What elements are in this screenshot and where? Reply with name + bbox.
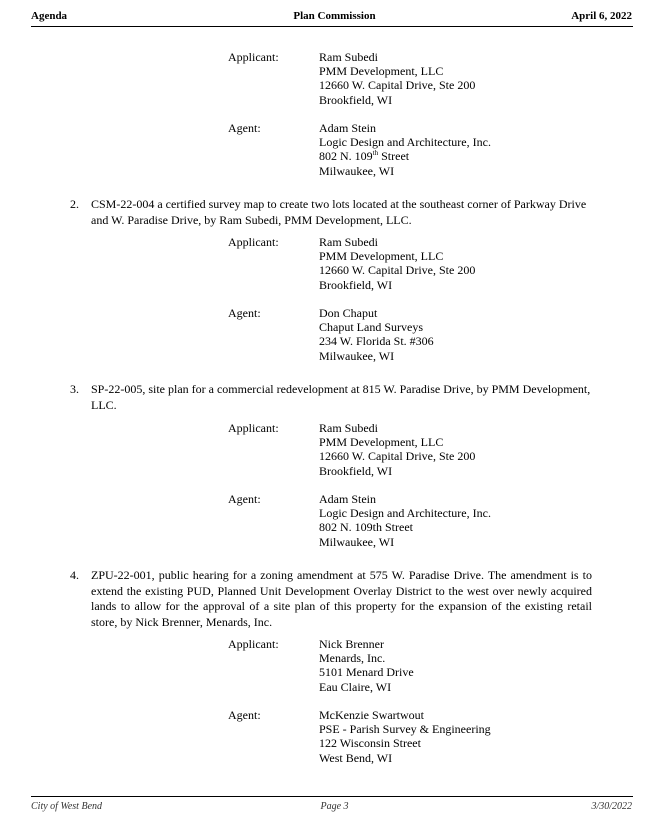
item-text: ZPU-22-001, public hearing for a zoning amendment at 575 W. Paradise Drive. The amendment is to extend the existing PUD, Planned Unit Development Overlay District to the west over newly acquired lands to allow for the approval of a site plan of this property for the expansion of the existing retail store, by Nick Brenner, Menards, Inc. <box>91 568 592 629</box>
footer-page-number: Page 3 <box>320 801 349 812</box>
agent-address <box>319 121 491 178</box>
agent-address <box>319 492 491 549</box>
applicant-label: Applicant: <box>228 50 279 64</box>
footer-date: 3/30/2022 <box>591 801 632 812</box>
address-line: 12660 W. Capital Drive, Ste 200 <box>319 449 476 464</box>
address-line: Don Chaput <box>319 306 378 320</box>
item-text: SP-22-005, site plan for a commercial redevelopment at 815 W. Paradise Drive, by PMM Development, LLC. <box>91 382 591 412</box>
header-date: April 6, 2022 <box>571 10 632 22</box>
address-line: Adam Stein <box>319 492 376 506</box>
header-agenda: Agenda <box>31 10 68 22</box>
address-line: 12660 W. Capital Drive, Ste 200 <box>319 78 476 93</box>
address-line: 802 N. 109th Street <box>319 520 413 535</box>
address-line: West Bend, WI <box>319 750 393 765</box>
address-line: 12660 W. Capital Drive, Ste 200 <box>319 263 476 278</box>
address-line: 5101 Menard Drive <box>319 665 414 680</box>
address-line: PSE - Parish Survey & Engineering <box>319 722 491 737</box>
applicant-label: Applicant: <box>228 421 279 435</box>
item-number: 3. <box>70 382 79 396</box>
address-line: Brookfield, WI <box>319 463 393 478</box>
address-line: PMM Development, LLC <box>319 64 444 79</box>
address-line: Logic Design and Architecture, Inc. <box>319 506 491 521</box>
address-line: Brookfield, WI <box>319 277 393 292</box>
agent-address <box>319 708 491 765</box>
address-line: Milwaukee, WI <box>319 348 395 363</box>
address-line: McKenzie Swartwout <box>319 708 424 722</box>
agent-address <box>319 306 434 363</box>
applicant-label: Applicant: <box>228 637 279 651</box>
address-line: Nick Brenner <box>319 637 384 651</box>
agent-label: Agent: <box>228 306 261 320</box>
address-line: PMM Development, LLC <box>319 249 444 264</box>
street-name: Street <box>378 149 410 164</box>
ordinal-suffix: th <box>372 149 379 158</box>
street-number: 802 N. 109 <box>319 149 373 164</box>
address-line: Ram Subedi <box>319 50 378 64</box>
agent-label: Agent: <box>228 708 261 722</box>
header-title: Plan Commission <box>293 10 376 22</box>
item-number: 4. <box>70 568 79 582</box>
item-number: 2. <box>70 197 79 211</box>
address-line: Logic Design and Architecture, Inc. <box>319 135 491 150</box>
agent-label: Agent: <box>228 492 261 506</box>
address-line: PMM Development, LLC <box>319 435 444 450</box>
applicant-address <box>319 50 475 107</box>
applicant-address <box>319 235 475 292</box>
footer-city: City of West Bend <box>31 801 103 812</box>
address-line: Adam Stein <box>319 121 376 135</box>
address-line: Brookfield, WI <box>319 92 393 107</box>
address-line: Eau Claire, WI <box>319 679 392 694</box>
header-rule <box>31 26 633 27</box>
agent-label: Agent: <box>228 121 261 135</box>
address-line: 234 W. Florida St. #306 <box>319 334 434 349</box>
footer-rule <box>31 796 633 797</box>
address-line: Milwaukee, WI <box>319 163 395 178</box>
applicant-label: Applicant: <box>228 235 279 249</box>
address-line <box>319 149 491 163</box>
applicant-address <box>319 421 475 478</box>
address-line: 122 Wisconsin Street <box>319 736 421 751</box>
address-line: Ram Subedi <box>319 235 378 249</box>
item-text: CSM-22-004 a certified survey map to create two lots located at the southeast corner of Parkway Drive and W. Paradise Drive, by Ram Subedi, PMM Development, LLC. <box>91 197 587 227</box>
address-line: Milwaukee, WI <box>319 534 395 549</box>
address-line: Ram Subedi <box>319 421 378 435</box>
address-line: Chaput Land Surveys <box>319 320 423 335</box>
address-line: Menards, Inc. <box>319 651 386 666</box>
applicant-address <box>319 637 414 694</box>
